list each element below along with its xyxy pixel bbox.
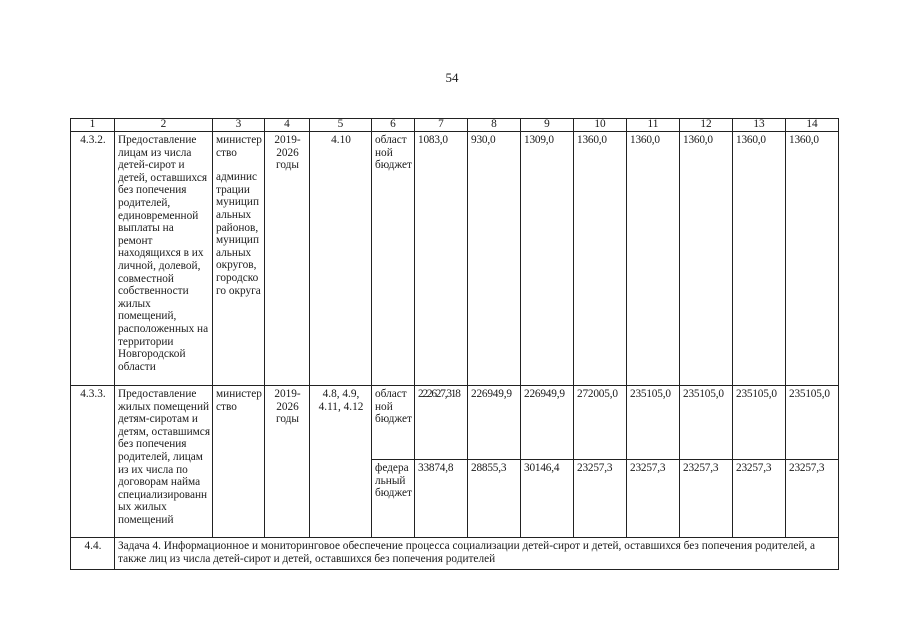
measure-targets: 4.10 bbox=[310, 132, 372, 386]
executor-line: администрации муниципальных районов, муниципальных округов, городского округа bbox=[216, 171, 261, 297]
funding-value: 1083,0 bbox=[415, 132, 468, 386]
program-measures-table bbox=[70, 118, 839, 570]
funding-value: 930,0 bbox=[468, 132, 521, 386]
column-number: 6 bbox=[372, 119, 415, 132]
column-number: 8 bbox=[468, 119, 521, 132]
column-number: 5 bbox=[310, 119, 372, 132]
funding-value: 33874,8 bbox=[415, 460, 468, 538]
page-number: 54 bbox=[445, 70, 459, 85]
table-row bbox=[71, 538, 839, 570]
funding-value: 1360,0 bbox=[733, 132, 786, 386]
executor-line: министерство bbox=[216, 134, 262, 159]
funding-source: областной бюджет bbox=[372, 132, 415, 386]
column-number: 4 bbox=[265, 119, 310, 132]
column-number: 10 bbox=[574, 119, 627, 132]
funding-value: 235105,0 bbox=[786, 386, 839, 460]
funding-value: 272005,0 bbox=[574, 386, 627, 460]
funding-value: 1360,0 bbox=[680, 132, 733, 386]
funding-value: 235105,0 bbox=[680, 386, 733, 460]
measure-term: 2019-2026 годы bbox=[265, 132, 310, 386]
column-number: 13 bbox=[733, 119, 786, 132]
measure-targets: 4.8, 4.9, 4.11, 4.12 bbox=[310, 386, 372, 538]
column-number: 9 bbox=[521, 119, 574, 132]
column-number: 1 bbox=[71, 119, 115, 132]
funding-value: 1360,0 bbox=[786, 132, 839, 386]
funding-value: 23257,3 bbox=[733, 460, 786, 538]
table-row bbox=[71, 132, 839, 386]
measure-executor bbox=[213, 132, 265, 386]
funding-value: 226949,9 bbox=[468, 386, 521, 460]
funding-value: 1360,0 bbox=[627, 132, 680, 386]
measure-name: Предоставление жилых помещений детям-сиротам и детям, оставшимся без попечения родителей, лицам из их числа по договорам найма специализированных жилых помещений bbox=[115, 386, 213, 538]
measure-number: 4.3.3. bbox=[71, 386, 115, 538]
task-description: Задача 4. Информационное и мониторинговое обеспечение процесса социализации детей-сирот и детей, оставшихся без попечения родителей, а также лиц из числа детей-сирот и детей, оставшихся без попечения родителей bbox=[115, 538, 839, 570]
measure-name: Предоставление лицам из числа детей-сирот и детей, оставшихся без попечения родителей, единовременной выплаты на ремонт находящихся в их личной, долевой, совместной собственности жилых помещений, расположенных на территории Новгородской области bbox=[115, 132, 213, 386]
funding-value: 1309,0 bbox=[521, 132, 574, 386]
column-number: 11 bbox=[627, 119, 680, 132]
funding-value: 23257,3 bbox=[786, 460, 839, 538]
column-number: 12 bbox=[680, 119, 733, 132]
table-row bbox=[71, 386, 839, 460]
funding-value: 222627,318 bbox=[415, 386, 468, 460]
measure-executor: министерство bbox=[213, 386, 265, 538]
funding-source: федеральный бюджет bbox=[372, 460, 415, 538]
task-number: 4.4. bbox=[71, 538, 115, 570]
funding-value: 1360,0 bbox=[574, 132, 627, 386]
funding-value: 28855,3 bbox=[468, 460, 521, 538]
funding-value: 226949,9 bbox=[521, 386, 574, 460]
measure-number: 4.3.2. bbox=[71, 132, 115, 386]
column-number: 3 bbox=[213, 119, 265, 132]
measure-term: 2019-2026 годы bbox=[265, 386, 310, 538]
column-number: 2 bbox=[115, 119, 213, 132]
funding-value: 30146,4 bbox=[521, 460, 574, 538]
funding-value: 23257,3 bbox=[680, 460, 733, 538]
column-number: 7 bbox=[415, 119, 468, 132]
funding-value: 235105,0 bbox=[733, 386, 786, 460]
funding-value: 235105,0 bbox=[627, 386, 680, 460]
funding-value: 23257,3 bbox=[574, 460, 627, 538]
column-number: 14 bbox=[786, 119, 839, 132]
funding-source: областной бюджет bbox=[372, 386, 415, 460]
funding-value: 23257,3 bbox=[627, 460, 680, 538]
column-numbers-row bbox=[71, 119, 839, 132]
